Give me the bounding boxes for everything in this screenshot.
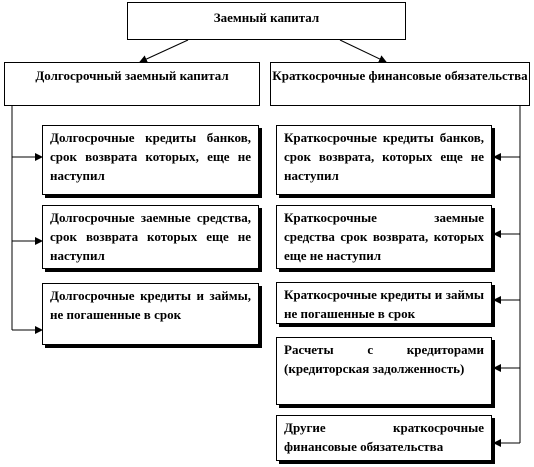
long-term-item-label: Долгосрочные заемные средства, срок возврата которых еще не наступил	[50, 210, 251, 263]
arrow-root-to-short-term	[340, 40, 386, 62]
short-term-item	[276, 282, 492, 324]
long-term-header-label: Долгосрочный заемный капитал	[35, 68, 229, 83]
long-term-item	[42, 283, 259, 345]
short-term-item	[276, 415, 492, 461]
short-term-item	[276, 125, 492, 195]
short-term-item-label: Другие краткосрочные финансовые обязательства	[284, 420, 484, 454]
short-term-item-label: Краткосрочные кредиты и займы не погашенные в срок	[284, 287, 484, 321]
short-term-item	[276, 337, 492, 405]
arrow-root-to-long-term	[140, 40, 188, 62]
long-term-item-label: Долгосрочные кредиты и займы, не погашенные в срок	[50, 288, 251, 322]
long-term-header	[4, 62, 260, 106]
root-label: Заемный капитал	[213, 10, 320, 25]
short-term-item-label: Краткосрочные заемные средства срок возврата, которых еще не наступил	[284, 210, 484, 263]
short-term-header-label: Краткосрочные финансовые обязательства	[272, 68, 528, 83]
long-term-item-label: Долгосрочные кредиты банков, срок возврата которых, еще не наступил	[50, 130, 251, 183]
long-term-item	[42, 125, 259, 195]
short-term-item-label: Расчеты с кредиторами (кредиторская задолженность)	[284, 342, 484, 376]
long-term-item	[42, 205, 259, 269]
short-term-header	[270, 62, 530, 106]
root-node	[127, 2, 406, 40]
short-term-item	[276, 205, 492, 269]
short-term-item-label: Краткосрочные кредиты банков, срок возврата, которых еще не наступил	[284, 130, 484, 183]
